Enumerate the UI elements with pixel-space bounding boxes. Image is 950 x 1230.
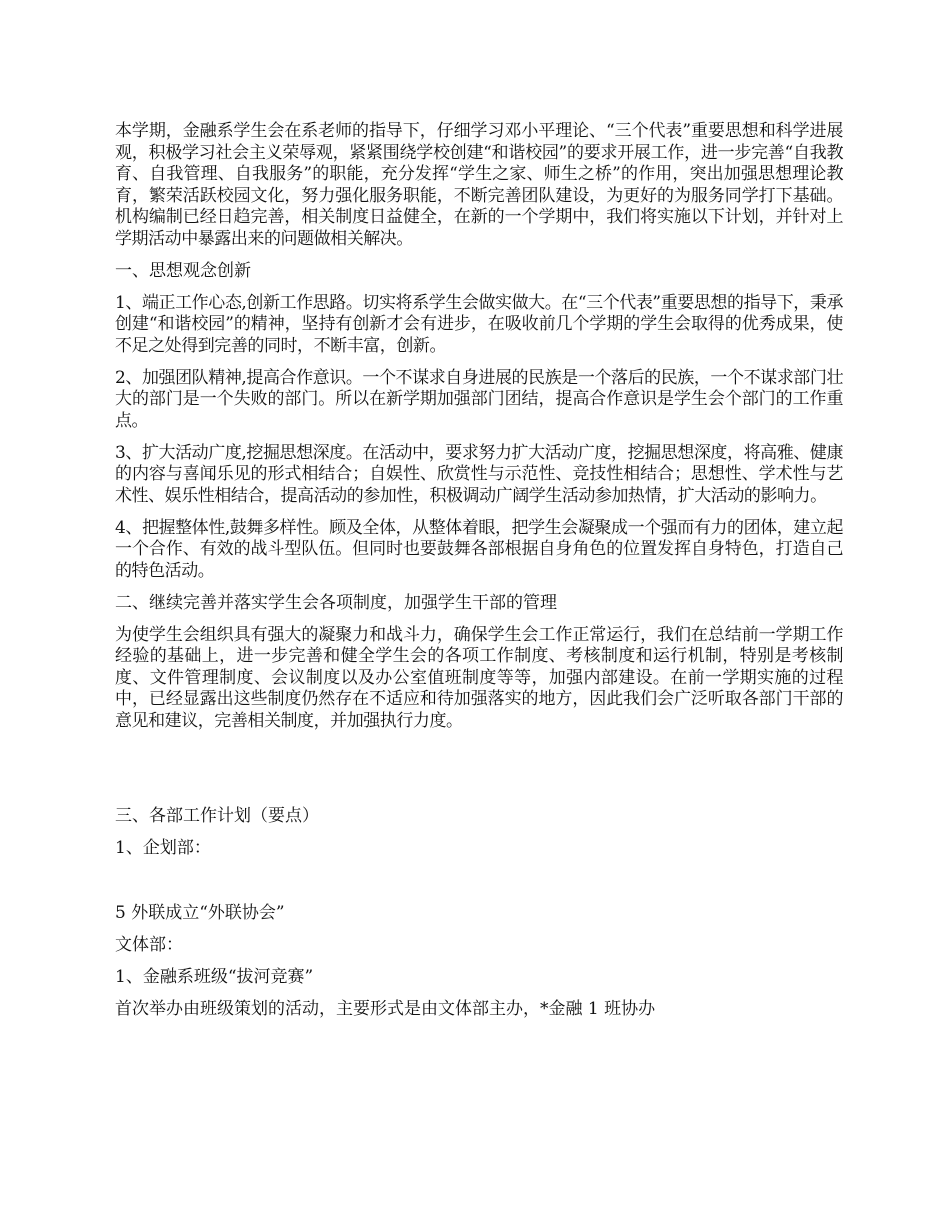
intro-paragraph: 本学期，金融系学生会在系老师的指导下，仔细学习邓小平理论、“三个代表”重要思想和科学进展观，积极学习社会主义荣辱观，紧紧围绕学校创建“和谐校园”的要求开展工作，进一步完善“自我教育、自我管理、自我服务”的职能，充分发挥“学生之家、师生之桥”的作用，突出加强思想理论教育，繁荣活跃校园文化，努力强化服务职能，不断完善团队建设，为更好的为服务同学打下基础。机构编制已经日趋完善，相关制度日益健全，在新的一个学期中，我们将实施以下计划，并针对上学期活动中暴露出来的问题做相关解决。: [115, 121, 843, 249]
tug-of-war-description: 首次举办由班级策划的活动，主要形式是由文体部主办，*金融 1 班协办: [115, 998, 656, 1019]
system-paragraph: 为使学生会组织具有强大的凝聚力和战斗力，确保学生会工作正常运行，我们在总结前一学期工作经验的基础上，进一步完善和健全学生会的各项工作制度、考核制度和运行机制，特别是考核制度、文件管理制度、会议制度以及办公室值班制度等等，加强内部建设。在前一学期实施的过程中，已经显露出这些制度仍然存在不适应和待加强落实的地方，因此我们会广泛听取各部门干部的意见和建议，完善相关制度，并加强执行力度。: [115, 624, 843, 731]
item-paragraph-3: 3、扩大活动广度,挖掘思想深度。在活动中，要求努力扩大活动广度，挖掘思想深度，将高雅、健康的内容与喜闻乐见的形式相结合；自娱性、欣赏性与示范性、竞技性相结合；思想性、学术性与艺术性、娱乐性相结合，提高活动的参加性，积极调动广阔学生活动参加热情，扩大活动的影响力。: [115, 442, 843, 506]
section-heading-3: 三、各部工作计划（要点）: [115, 805, 319, 826]
item-paragraph-2: 2、加强团队精神,提高合作意识。一个不谋求自身进展的民族是一个落后的民族，一个不谋求部门壮大的部门是一个失败的部门。所以在新学期加强部门团结，提高合作意识是学生会个部门的工作重点。: [115, 367, 843, 431]
section-heading-1: 一、思想观念创新: [115, 260, 251, 281]
section-heading-2: 二、继续完善并落实学生会各项制度，加强学生干部的管理: [115, 592, 557, 613]
document-body: [115, 121, 843, 1031]
item-paragraph-1: 1、端正工作心态,创新工作思路。切实将系学生会做实做大。在“三个代表”重要思想的指导下，秉承创建“和谐校园”的精神，坚持有创新才会有进步，在吸收前几个学期的学生会取得的优秀成果，使不足之处得到完善的同时，不断丰富，创新。: [115, 292, 843, 356]
tug-of-war-item: 1、金融系班级“拔河竞赛”: [115, 966, 314, 987]
blank-space: [115, 743, 843, 806]
item-paragraph-4: 4、把握整体性,鼓舞多样性。顾及全体，从整体着眼，把学生会凝聚成一个强而有力的团体，建立起一个合作、有效的战斗型队伍。但同时也要鼓舞各部根据自身角色的位置发挥自身特色，打造自己的特色活动。: [115, 517, 843, 581]
external-relations-item: 5 外联成立“外联协会”: [115, 902, 285, 923]
blank-space: [115, 870, 843, 903]
planning-dept-label: 1、企划部：: [115, 837, 211, 858]
sports-dept-label: 文体部：: [115, 934, 183, 955]
